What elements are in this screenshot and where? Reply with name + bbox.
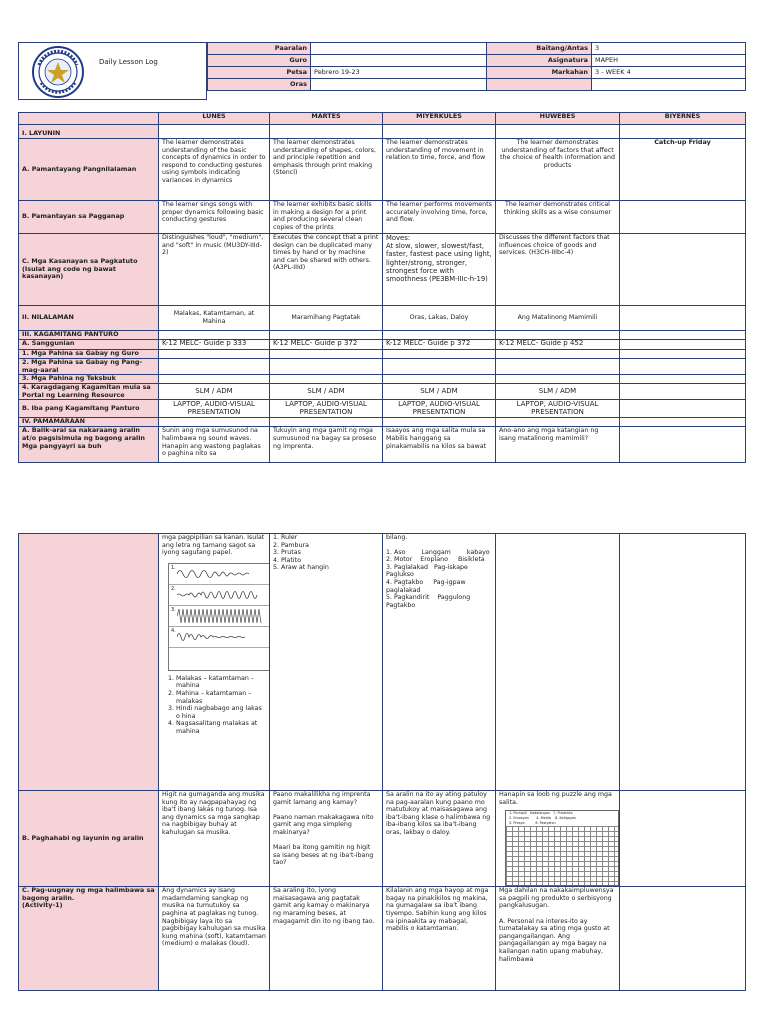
list-item: 2. Mahina – katamtaman – malakas — [176, 690, 266, 705]
cell-nil-miyerkules: Oras, Lakas, Daloy — [383, 306, 496, 331]
wave-label: 2. — [171, 585, 176, 592]
subject-value: MAPEH — [592, 55, 746, 67]
blank-label — [487, 79, 592, 91]
lesson-table-page2 — [18, 533, 746, 991]
grade-label: Baitang/Antas — [487, 43, 592, 55]
day-biyernes: BIYERNES — [620, 113, 746, 125]
sound-wave-4 — [169, 627, 270, 648]
subject-label: Asignatura — [487, 55, 592, 67]
list-item: 2. Pambura — [273, 541, 309, 549]
cell-balik-martes-cont — [270, 534, 383, 791]
cell-laptop-biyernes — [620, 400, 746, 418]
cell-laptop-huwebes: LAPTOP, AUDIO-VISUAL PRESENTATION — [496, 400, 620, 418]
cell-balik-huwebes: Ano-ano ang mga katangian ng isang matalinong mamimili? — [496, 427, 620, 463]
cell-nil-huwebes: Ang Matalinong Mamimili — [496, 306, 620, 331]
list-item: 1. Malakas – katamtaman – mahina — [176, 675, 266, 690]
cell-balik-biyernes-cont — [620, 534, 746, 791]
cell-a-huwebes: The learner demonstrates understanding of factors that affect the choice of health information and products — [496, 139, 620, 201]
cell-ugnay-biyernes — [620, 887, 746, 991]
cell-c-biyernes — [620, 234, 746, 306]
row-label-pag-uugnay: C. Pag-uugnay ng mga halimbawa sa bagong aralin. (Activity-1) — [19, 887, 159, 991]
cell-slm-miyerkules: SLM / ADM — [383, 384, 496, 400]
row-label-teksbuk: 3. Mga Pahina ng Teksbuk — [19, 375, 159, 384]
puzzle-instructions: Hanapin sa loob ng puzzle ang mga salita. — [499, 791, 612, 806]
cell-ugnay-miyerkules: Kilalanin ang mga hayop at mga bagay na pinakikilos ng makina, na gumagalaw sa iba't ibang tiyempo. Sabihin kung ang kilos na ipinaakita ay mabagal, mabilis o katamtaman. — [383, 887, 496, 991]
kagamitan-heading: III. KAGAMITANG PANTURO — [19, 331, 159, 340]
blank-value — [592, 79, 746, 91]
cell-slm-lunes: SLM / ADM — [159, 384, 270, 400]
day-huwebes: HUWEBES — [496, 113, 620, 125]
cell-slm-martes: SLM / ADM — [270, 384, 383, 400]
row-label-balik-aral-cont — [19, 534, 159, 791]
list-item: 4. Pagtakbo Pag-igpaw paglalakad — [386, 578, 468, 594]
cell-a-miyerkules: The learner demonstrates understanding of movement in relation to time, force, and flow — [383, 139, 496, 201]
row-label-karagdagang-kagamitan: 4. Karagdagang Kagamitan mula sa Portal ng Learning Resource — [19, 384, 159, 400]
sound-waves-figure — [168, 563, 270, 671]
cell-c-lunes: Distinguishes "loud", "medium", and "soft" in music (MU3DY-IIId-2) — [159, 234, 270, 306]
cell-c-huwebes: Discusses the different factors that influences choice of goods and services. (H3CH-IIIbc-4) — [496, 234, 620, 306]
cell-laptop-miyerkules: LAPTOP, AUDIO-VISUAL PRESENTATION — [383, 400, 496, 418]
quarter-value: 3 - WEEK 4 — [592, 67, 746, 79]
list-item: 4. Platito — [273, 556, 301, 564]
cell-balik-martes: Tukuyin ang mga gamit ng mga sumusunod na bagay sa proseso ng imprenta. — [270, 427, 383, 463]
cell-a-lunes: The learner demonstrates understanding of the basic concepts of dynamics in order to respond to conducting gestures using symbols indicating variances in dynamics — [159, 139, 270, 201]
wave-label: 3. — [171, 606, 176, 613]
cell-balik-huwebes-cont — [496, 534, 620, 791]
date-label: Petsa — [208, 67, 311, 79]
cell-sang-biyernes — [620, 340, 746, 350]
list-item: 3. Hindi nagbabago ang lakas o hina — [176, 705, 266, 720]
cell-b-martes: The learner exhibits basic skills in making a design for a print and producing several clean copies of the prints — [270, 201, 383, 234]
teacher-value — [311, 55, 487, 67]
puzzle-word: 1. Pumipili Kadalangan 7. Produkto — [509, 811, 573, 816]
puzzle-word: 2. Emosyon 4. Media 8. Kaligayan — [509, 816, 577, 821]
cell-a-martes: The learner demonstrates understanding of shapes, colors, and principle repetition and emphasis through print making (Stencl) — [270, 139, 383, 201]
sanggunian-heading: A. Sanggunian — [19, 340, 159, 350]
cell-sang-lunes: K-12 MELC- Guide p 333 — [159, 340, 270, 350]
layunin-heading: I. LAYUNIN — [19, 125, 159, 139]
cell-balik-lunes-cont — [159, 534, 270, 791]
grade-value: 3 — [592, 43, 746, 55]
wave-label: 1. — [171, 564, 176, 571]
miyer-cont-text: bilang. — [386, 534, 408, 541]
row-label-gabay-guro: 1. Mga Pahina sa Gabay ng Guro — [19, 350, 159, 359]
day-lunes: LUNES — [159, 113, 270, 125]
sound-wave-1 — [169, 564, 270, 585]
lunes-instructions: mga pagpipilian sa kanan. Isulat ang letra ng tamang sagot sa iyong sagutang papel. — [162, 534, 265, 557]
cell-balik-miyerkules-cont — [383, 534, 496, 791]
cell-sang-huwebes: K-12 MELC- Guide p 452 — [496, 340, 620, 350]
time-value — [311, 79, 487, 91]
cell-ugnay-martes: Sa araling ito, iyong maisasagawa ang pagtatak gamit ang kamay o makinarya ng maraming beses, at magagamit din ito ng ibang tao. — [270, 887, 383, 991]
wave-label: 4. — [171, 627, 176, 634]
quarter-label: Markahan — [487, 67, 592, 79]
row-label-kasanayan: C. Mga Kasanayan sa Pagkatuto (Isulat ang code ng bawat kasanayan) — [19, 234, 159, 306]
cell-b-huwebes: The learner demonstrates critical thinking skills as a wise consumer — [496, 201, 620, 234]
day-miyerkules: MIYERKULES — [383, 113, 496, 125]
cell-c-martes: Executes the concept that a print design can be duplicated many times by hand or by machine and can be shared with others. (A3PL-IIId) — [270, 234, 383, 306]
cell-b-biyernes — [620, 201, 746, 234]
corner-cell — [19, 113, 159, 125]
sound-wave-2 — [169, 585, 270, 606]
puzzle-word: 3. Presyo 6. Pasiyahin — [509, 821, 556, 826]
day-martes: MARTES — [270, 113, 383, 125]
cell-habi-lunes: Higit na gumaganda ang musika kung ito ay nagpapahayag ng iba't ibang lakas ng tunog. Isa ang dynamics sa mga sangkap na nagbibigay buhay at kahulugan sa musika. — [159, 791, 270, 887]
cell-slm-biyernes — [620, 384, 746, 400]
list-item: 3. Paglalakad Pag-iskape Paglukso — [386, 563, 470, 579]
list-item: 1. Aso Langgam kabayo — [386, 548, 490, 556]
list-item: 5. Pagkandirit Paggulong Pagtakbo — [386, 594, 473, 609]
header-logo-area — [18, 42, 207, 100]
page-title: Daily Lesson Log — [99, 58, 158, 66]
time-label: Oras — [208, 79, 311, 91]
cell-nil-martes: Maramihang Pagtatak — [270, 306, 383, 331]
pamamaraan-heading: IV. PAMAMARAAN — [19, 418, 159, 427]
martes-tools-list — [273, 534, 379, 572]
list-item: 3. Prutas — [273, 549, 301, 557]
cell-balik-lunes: Sunin ang mga sumusunod na halimbawa ng sound waves. Hanapin ang wastong paglakas o paghina nito sa — [159, 427, 270, 463]
deped-seal-icon — [31, 45, 85, 99]
cell-b-lunes: The learner sings songs with proper dynamics following basic conducting gestures — [159, 201, 270, 234]
cell-balik-biyernes — [620, 427, 746, 463]
cell-sang-miyerkules: K-12 MELC- Guide p 372 — [383, 340, 496, 350]
teacher-label: Guro — [208, 55, 311, 67]
cell-balik-miyerkules: Isaayos ang mga salita mula sa Mabilis hanggang sa pinakamabilis na kilos sa bawat — [383, 427, 496, 463]
cell-c-miyerkules: Moves: At slow, slower, slowest/fast, faster, fastest pace using light, lighter/strong, stronger, strongest force with smoothness (PE3BM-IIIc-h-19) — [383, 234, 496, 306]
row-label-nilalaman: II. NILALAMAN — [19, 306, 159, 331]
cell-habi-miyerkules: Sa aralin na ito ay ating patuloy na pag-aaralan kung paano mo matutukoy at maisasagawa ang iba't-ibang klase o halimbawa ng iba-ibang kilos sa iba't-ibang oras, lakbay o daloy. — [383, 791, 496, 887]
cell-nil-biyernes — [620, 306, 746, 331]
row-label-paghahabi: B. Paghahabi ng layunin ng aralin — [19, 791, 159, 887]
miyer-order-list — [386, 549, 492, 610]
list-item: 2. Motor Eroplano Bisikleta — [386, 556, 485, 564]
school-value — [311, 43, 487, 55]
cell-laptop-martes: LAPTOP, AUDIO-VISUAL PRESENTATION — [270, 400, 383, 418]
date-value: Pebrero 19-23 — [311, 67, 487, 79]
cell-laptop-lunes: LAPTOP, AUDIO-VISUAL PRESENTATION — [159, 400, 270, 418]
cell-b-miyerkules: The learner performs movements accurately involving time, force, and flow. — [383, 201, 496, 234]
cell-nil-lunes: Malakas, Katamtaman, at Mahina — [159, 306, 270, 331]
cell-sang-martes: K-12 MELC- Guide p 372 — [270, 340, 383, 350]
cell-slm-huwebes: SLM / ADM — [496, 384, 620, 400]
row-label-pamantayan-sa-pagganap: B. Pamantayan sa Pagganap — [19, 201, 159, 234]
cell-habi-huwebes — [496, 791, 620, 887]
cell-ugnay-huwebes: Mga dahilan na nakakaimpluwensya sa pagpili ng produkto o serbisyong pangkalusugan. A. Personal na interes-ito ay tumatalakay sa ating mga gusto at pangangailangan. Ang pangagailangan ay mga bagay na kailangan natin upang mabuhay, halimbawa — [496, 887, 620, 991]
cell-habi-biyernes — [620, 791, 746, 887]
list-item: 5. Araw at hangin — [273, 564, 329, 572]
row-label-iba-pang-kagamitan: B. Iba pang Kagamitang Panturo — [19, 400, 159, 418]
sound-wave-blank — [169, 648, 270, 670]
list-item: 4. Nagsasalitang malakas at mahina — [176, 720, 266, 735]
word-puzzle-image — [505, 810, 619, 886]
row-label-pamantayang-pangnilalaman: A. Pamantayang Pangnilalaman — [19, 139, 159, 201]
cell-ugnay-lunes: Ang dynamics ay isang madamdaming sangkap ng musika na tumutukoy sa paghina at paglakas ng tunog. Nagbibigay laya ito sa pagbibigay kahulugan sa musika kung mahina (soft), katamtaman (medium) o malakas (loud). — [159, 887, 270, 991]
cell-a-biyernes: Catch-up Friday — [620, 139, 746, 201]
row-label-gabay-mag-aaral: 2. Mga Pahina sa Gabay ng Pang-mag-aaral — [19, 359, 159, 375]
lunes-choices-list — [162, 675, 266, 736]
sound-wave-3 — [169, 606, 270, 627]
list-item: 1. Ruler — [273, 534, 298, 541]
row-label-balik-aral: A. Balik-aral sa nakaraang aralin at/o pagsisimula ng bagong aralin Mga pangyayri sa buh — [19, 427, 159, 463]
header-table — [207, 42, 746, 91]
cell-habi-martes: Paano makalilikha ng imprenta gamit lamang ang kamay? Paano naman makakagawa nito gamit ang mga simpleng makinarya? Maari ba itong gamitin ng higit sa isang beses at ng iba't-ibang tao? — [270, 791, 383, 887]
lesson-table-page1 — [18, 112, 746, 463]
school-label: Paaralan — [208, 43, 311, 55]
